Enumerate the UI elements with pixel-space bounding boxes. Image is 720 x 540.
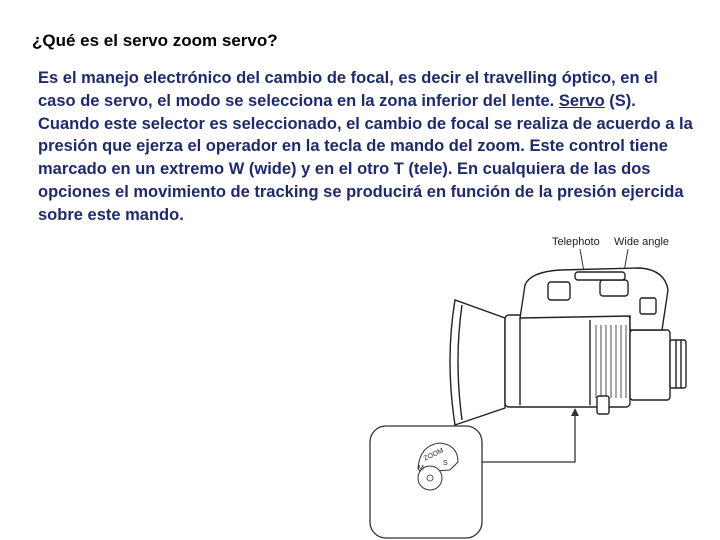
telephoto-label: Telephoto	[552, 236, 600, 248]
paragraph-part-1: Es el manejo electrónico del cambio de focal, es decir el travelling óptico, en el caso de servo, el modo se selecciona en la zona inferior del lente.	[38, 69, 658, 110]
paragraph-part-2: (S). Cuando este selector es seleccionado, el cambio de focal se realiza de acuerdo a la presión que ejerza el operador en la tecla de mando del zoom. Este control tiene marcado en un extremo W (wide) y en el otro T (tele). En cualquiera de las dos opciones el movimiento de tracking se producirá en función de la presión ejercida sobre este mando.	[38, 91, 693, 224]
wide-angle-label: Wide angle	[614, 236, 670, 248]
body-paragraph	[38, 67, 698, 227]
dial-m-text: M	[418, 465, 424, 472]
dial-zoom-text: ZOOM	[422, 447, 445, 463]
callout-arrow-icon	[571, 408, 579, 416]
servo-underlined-word: Servo	[558, 91, 605, 110]
slide-title: ¿Qué es el servo zoom servo?	[32, 31, 278, 50]
lens-body	[450, 268, 686, 425]
dial-s-text: S	[443, 460, 448, 467]
zoom-lens-illustration	[360, 230, 720, 540]
callout-connector-line	[482, 412, 575, 462]
telephoto-pointer	[580, 249, 584, 272]
